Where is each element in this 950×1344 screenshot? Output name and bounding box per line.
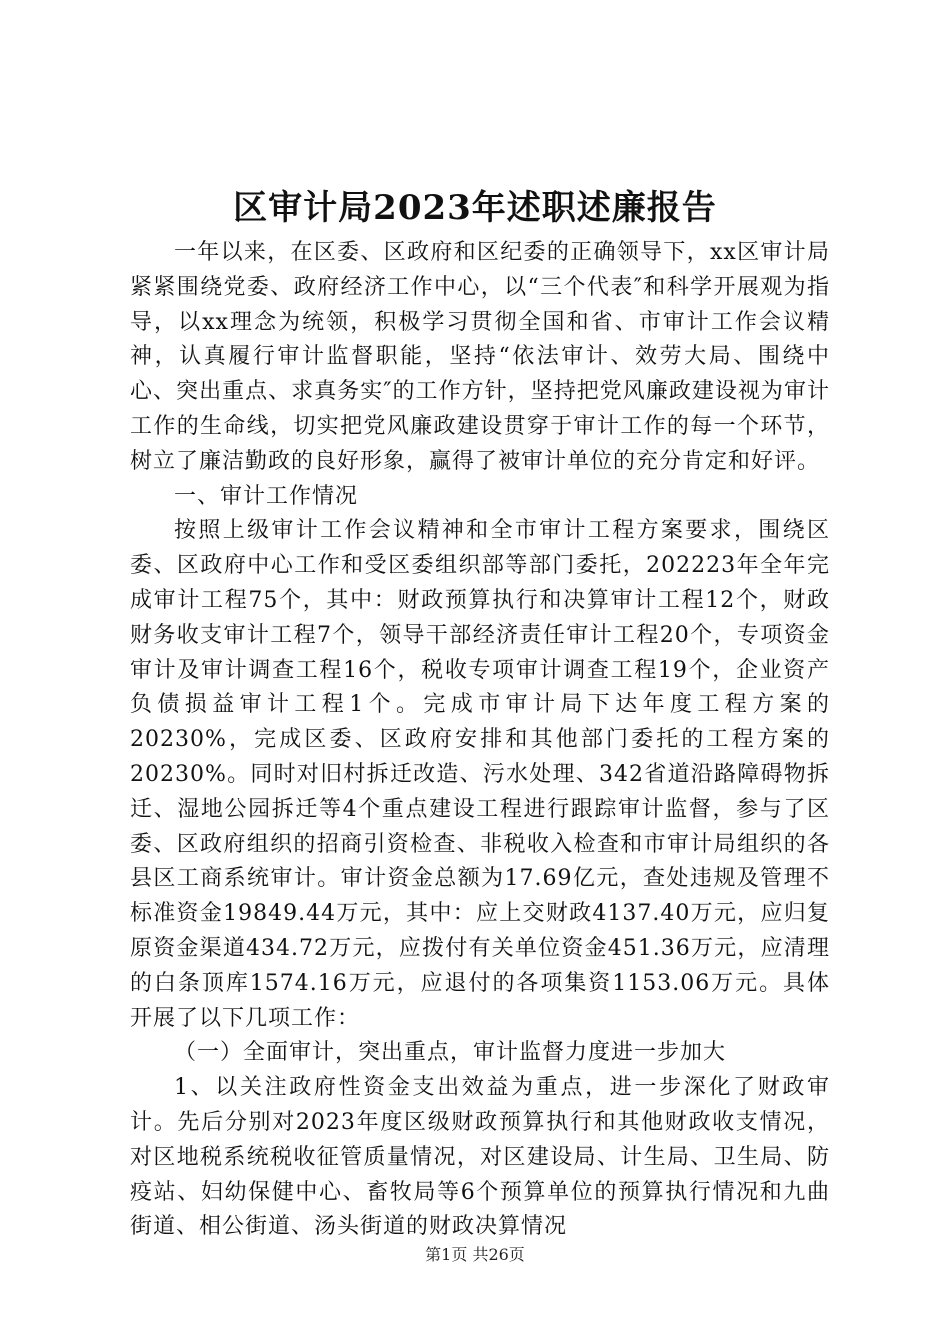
subsection-heading-1: （一）全面审计，突出重点，审计监督力度进一步加大 xyxy=(174,1040,727,1066)
fiscal-audit-paragraph: 1、以关注政府性资金支出效益为重点，进一步深化了财政审计。先后分别对2023年度区级财政预算执行和其他财政收支情况，对区地税系统税收征管质量情况，对区建设局、计生局、卫生局、防疫站、妇幼保健中心、畜牧局等6个预算单位的预算执行情况和九曲街道、相公街道、汤头街道的财政决算情况 xyxy=(130,1075,830,1240)
document-body xyxy=(130,236,830,1245)
intro-paragraph: 一年以来，在区委、区政府和区纪委的正确领导下，xx区审计局紧紧围绕党委、政府经济工作中心，以“三个代表″和科学开展观为指导，以xx理念为统领，积极学习贯彻全国和省、市审计工作会议精神，认真履行审计监督职能，坚持“依法审计、效劳大局、围绕中心、突出重点、求真务实″的工作方针，坚持把党风廉政建设视为审计工作的生命线，切实把党风廉政建设贯穿于审计工作的每一个环节，树立了廉洁勤政的良好形象，赢得了被审计单位的充分肯定和好评。 xyxy=(130,240,830,474)
page-number-footer: 第1页 共26页 xyxy=(425,1245,525,1264)
section-heading-audit-work: 一、审计工作情况 xyxy=(174,483,359,509)
document-title: 区审计局2023年述职述廉报告 xyxy=(233,188,717,228)
audit-work-paragraph: 按照上级审计工作会议精神和全市审计工程方案要求，围绕区委、区政府中心工作和受区委组织部等部门委托，202223年全年完成审计工程75个，其中：财政预算执行和决算审计工程12个，财政财务收支审计工程7个，领导干部经济责任审计工程20个，专项资金审计及审计调查工程16个，税收专项审计调查工程19个，企业资产负债损益审计工程1个。完成市审计局下达年度工程方案的20230%，完成区委、区政府安排和其他部门委托的工程方案的20230%。同时对旧村拆迁改造、污水处理、342省道沿路障碍物拆迁、湿地公园拆迁等4个重点建设工程进行跟踪审计监督，参与了区委、区政府组织的招商引资检查、非税收入检查和市审计局组织的各县区工商系统审计。审计资金总额为17.69亿元，查处违规及管理不标准资金19849.44万元，其中：应上交财政4137.40万元，应归复原资金渠道434.72万元，应拨付有关单位资金451.36万元，应清理的白条顶库1574.16万元，应退付的各项集资1153.06万元。具体开展了以下几项工作： xyxy=(130,518,830,1031)
